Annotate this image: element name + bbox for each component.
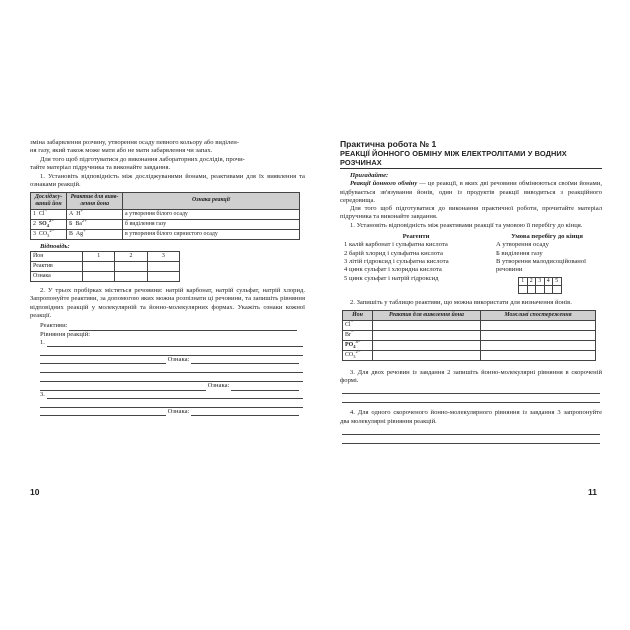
- ion-cell: $CO_3^{2-}$: [343, 350, 373, 360]
- right-task1: 1. Установіть відповідність між реактивами реакції та умовою її перебігу до кінця.: [350, 221, 583, 229]
- right-task2: 2. Запишіть у таблицю реактиви, що можна використати для визначення йонів.: [350, 298, 572, 306]
- detection-table-header: Можливі спостереження: [481, 310, 596, 320]
- item-1: 1.: [40, 338, 45, 346]
- condition-header: Умова перебігу до кінця: [511, 233, 583, 241]
- ion-cell: 1 Cl−: [31, 209, 67, 219]
- practical-work-subtitle: РЕАКЦІЇ ЙОННОГО ОБМІНУ МІЖ ЕЛЕКТРОЛІТАМИ У ВОДНИХ РОЗЧИНАХ: [340, 149, 602, 169]
- ion-cell: Cl−: [343, 320, 373, 330]
- reagent-input-cell[interactable]: [373, 330, 481, 340]
- answer-row-label: Ознака: [31, 272, 83, 282]
- prep-label: Пригадайте:: [350, 172, 389, 179]
- answer-cell[interactable]: [147, 272, 179, 282]
- answer-box-label: 2: [527, 277, 536, 285]
- answer-box-label: 4: [544, 277, 553, 285]
- table-row: [343, 350, 596, 360]
- answer-row-label: Реактив: [31, 262, 83, 272]
- answer-table-label: Йон: [31, 252, 83, 262]
- answer-box-label: 5: [553, 277, 562, 285]
- answer-line[interactable]: [342, 426, 600, 435]
- table-row: [343, 340, 596, 350]
- reagents-header: Реагенти: [402, 233, 430, 241]
- reagent-item: 2 барій хлорид і сульфатна кислота: [344, 249, 443, 257]
- answer-line[interactable]: [47, 392, 303, 399]
- left-intro-line3: Для того щоб підготуватися до виконання лабораторних дослідів, прочи-: [40, 155, 245, 163]
- table-row: [31, 219, 300, 229]
- left-page: [30, 139, 305, 416]
- equations-label: Рівняння реакцій:: [40, 330, 91, 338]
- sign-cell: в утворення білого сирнистого осаду: [123, 229, 300, 239]
- definition-text: — це реакції, в яких дві речовини обмінюються своїми йонами, відбувається зв'язування йонів, один із продуктів реакції виводиться з реакційного середовища.: [340, 180, 602, 204]
- reagent-item: 3 літій гідроксид і сульфатна кислота: [344, 257, 449, 265]
- table-row: [343, 320, 596, 330]
- instruction: Для того щоб підготуватися до виконання практичної роботи, прочитайте матеріал підручника та виконайте завдання.: [340, 205, 602, 221]
- answer-line[interactable]: [40, 399, 303, 408]
- reagent-input-cell[interactable]: [373, 340, 481, 350]
- answer-line[interactable]: [40, 357, 166, 364]
- definition-term: Реакції йонного обміну: [350, 180, 418, 188]
- matching-block: [340, 233, 602, 293]
- answer-box[interactable]: [527, 285, 536, 293]
- detection-table-header: Йон: [343, 310, 373, 320]
- table-row: [343, 330, 596, 340]
- sign-label: Ознака:: [167, 408, 190, 416]
- condition-item: В утворення малодисоційованої речовини: [496, 257, 586, 274]
- reagent-input-cell[interactable]: [373, 350, 481, 360]
- answer-box-label: 1: [519, 277, 528, 285]
- left-intro-line4: тайте матеріал підручника та виконайте завдання.: [30, 163, 171, 171]
- ions-table: [30, 192, 300, 240]
- answer-line[interactable]: [191, 409, 299, 416]
- practical-work-title: Практична робота № 1: [340, 139, 437, 149]
- answer-boxes: [518, 277, 562, 294]
- right-task4: 4. Для одного скороченого йонно-молекулярного рівняння із завдання 3 запропонуйте два молекулярні рівняння реакцій.: [340, 409, 602, 425]
- reagent-item: 1 калій карбонат і сульфатна кислота: [344, 241, 448, 249]
- answer-line[interactable]: [40, 347, 303, 356]
- left-intro-line1: зміна забарвлення розчину, утворення осаду певного кольору або виділен-: [30, 139, 239, 146]
- answer-line[interactable]: [342, 385, 600, 394]
- right-page: [340, 139, 602, 444]
- answer-line[interactable]: [231, 384, 299, 391]
- observation-input-cell[interactable]: [481, 350, 596, 360]
- reagents-answer-line[interactable]: [69, 324, 297, 331]
- answer-box-label: 3: [536, 277, 545, 285]
- ions-table-header: Ознака реакції: [123, 192, 300, 209]
- answer-box[interactable]: [536, 285, 545, 293]
- reagents-label: Реактиви:: [40, 322, 68, 330]
- reagent-cell: В Ag+: [67, 229, 123, 239]
- answer-table: [30, 251, 180, 282]
- ion-detection-table: [342, 310, 596, 361]
- left-task1: 1. Установіть відповідність між досліджуваними йонами, реактивами для їх виявлення та ознаками реакцій.: [30, 173, 305, 189]
- conditions-column: [488, 233, 598, 293]
- answer-col: 3: [147, 252, 179, 262]
- answer-line[interactable]: [342, 435, 600, 444]
- ions-table-header: Досліджу-ваний йон: [31, 192, 67, 209]
- reagents-column: [340, 233, 488, 293]
- answer-line[interactable]: [47, 340, 303, 347]
- answer-cell[interactable]: [115, 262, 147, 272]
- right-task3: 3. Для двох речовин із завдання 2 запишіть йонно-молекулярні рівняння в скороченій формі.: [340, 368, 602, 385]
- reagents-block: [40, 322, 305, 416]
- table-row: [31, 229, 300, 239]
- page-number-right: 11: [588, 487, 597, 497]
- ions-table-header: Реактив для вияв-лення йона: [67, 192, 123, 209]
- answer-cell[interactable]: [83, 272, 115, 282]
- detection-table-header: Реактив для виявлення йона: [373, 310, 481, 320]
- reagent-cell: А H+: [67, 209, 123, 219]
- answer-col: 2: [115, 252, 147, 262]
- answer-cell[interactable]: [83, 262, 115, 272]
- answer-line[interactable]: [191, 357, 299, 364]
- answer-line[interactable]: [40, 409, 166, 416]
- answer-cell[interactable]: [115, 272, 147, 282]
- sign-cell: б виділення газу: [123, 219, 300, 229]
- answer-line[interactable]: [40, 373, 303, 382]
- answer-line[interactable]: [40, 384, 206, 391]
- page-number-left: 10: [30, 487, 40, 497]
- answer-line[interactable]: [342, 394, 600, 403]
- sign-cell: а утворення білого осаду: [123, 209, 300, 219]
- sign-label: Ознака:: [207, 382, 230, 390]
- sign-label: Ознака:: [167, 356, 190, 364]
- answer-col: 1: [83, 252, 115, 262]
- item-3: 3.: [40, 390, 45, 398]
- observation-input-cell[interactable]: [481, 320, 596, 330]
- table-row: [31, 209, 300, 219]
- condition-item: Б виділення газу: [496, 249, 543, 257]
- ion-cell: 2 $SO_4^{2-}$: [31, 219, 67, 229]
- ion-cell: Br−: [343, 330, 373, 340]
- ion-cell: $PO_4^{3-}$: [343, 340, 373, 350]
- observation-input-cell[interactable]: [481, 330, 596, 340]
- answer-label: Відповідь:: [40, 242, 70, 250]
- observation-input-cell[interactable]: [481, 340, 596, 350]
- definition: [340, 180, 602, 205]
- condition-item: А утворення осаду: [496, 241, 549, 249]
- answer-box[interactable]: [553, 285, 562, 293]
- reagent-item: 4 цинк сульфат і хлоридна кислота: [344, 266, 442, 274]
- answer-line[interactable]: [40, 364, 303, 373]
- answer-box[interactable]: [519, 285, 528, 293]
- left-intro-line2: ня газу, який також може мати або не мати забарвлення чи запах.: [30, 147, 213, 155]
- left-task2: 2. У трьох пробірках містяться речовини: натрій карбонат, натрій сульфат, натрій хлорид. Запропонуйте реактиви, за допомогою яких можна розпізнати ці речовини, та запишіть рівняння відповідних реакцій у молекулярній та йонно-молекулярних формах. Укажіть ознаки кожної реакції.: [30, 287, 305, 319]
- reagent-item: 5 цинк сульфат і натрій гідроксид: [344, 274, 439, 282]
- reagent-cell: Б $Ba^{2+}$: [67, 219, 123, 229]
- answer-cell[interactable]: [147, 262, 179, 272]
- ion-cell: 3 $CO_3^{2-}$: [31, 229, 67, 239]
- answer-box[interactable]: [544, 285, 553, 293]
- reagent-input-cell[interactable]: [373, 320, 481, 330]
